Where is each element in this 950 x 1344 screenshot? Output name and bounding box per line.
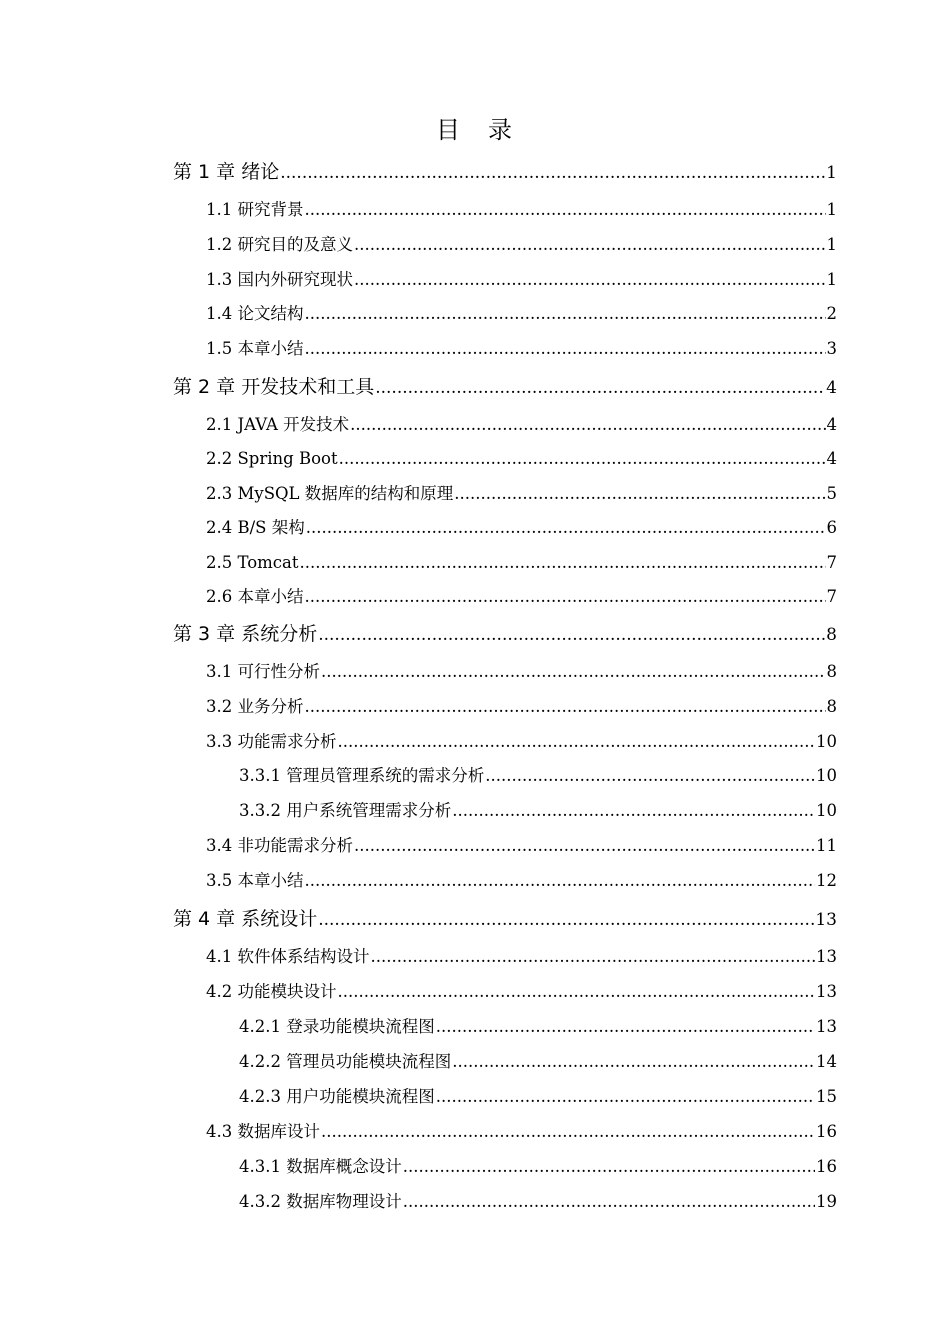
toc-page-number: 4 bbox=[826, 378, 837, 398]
toc-entry-label: 3.5 本章小结 bbox=[206, 871, 304, 890]
toc-chapter-entry[interactable] bbox=[173, 621, 837, 648]
toc-section-entry[interactable] bbox=[239, 1049, 837, 1075]
toc-page-number: 1 bbox=[826, 235, 837, 254]
toc-entry-label: 3.3 功能需求分析 bbox=[206, 732, 337, 751]
toc-section-entry[interactable] bbox=[239, 1189, 837, 1215]
toc-page-number: 13 bbox=[815, 910, 837, 930]
toc-page-number: 5 bbox=[826, 484, 837, 503]
toc-entry-label: 2.4 B/S 架构 bbox=[206, 518, 305, 537]
toc-section-entry[interactable] bbox=[206, 659, 837, 685]
toc-entry-label: 1.2 研究目的及意义 bbox=[206, 235, 353, 254]
toc-leader-dots bbox=[403, 1189, 815, 1215]
toc-entry-label: 3.3.2 用户系统管理需求分析 bbox=[239, 801, 452, 820]
toc-entry-label: 4.3.2 数据库物理设计 bbox=[239, 1192, 402, 1211]
toc-page-number: 13 bbox=[816, 947, 837, 966]
toc-page-number: 2 bbox=[826, 304, 837, 323]
toc-entry-label: 1.5 本章小结 bbox=[206, 339, 304, 358]
toc-section-entry[interactable] bbox=[239, 763, 837, 789]
toc-entry-label: 第 4 章 系统设计 bbox=[173, 908, 318, 930]
toc-leader-dots bbox=[305, 336, 826, 362]
toc-section-entry[interactable] bbox=[206, 868, 837, 894]
toc-leader-dots bbox=[300, 550, 826, 576]
toc-page-number: 8 bbox=[826, 662, 837, 681]
toc-section-entry[interactable] bbox=[206, 694, 837, 720]
toc-leader-dots bbox=[338, 979, 816, 1005]
toc-page-number: 19 bbox=[816, 1192, 837, 1211]
toc-section-entry[interactable] bbox=[239, 1014, 837, 1040]
toc-page-number: 10 bbox=[816, 766, 837, 785]
toc-section-entry[interactable] bbox=[206, 833, 837, 859]
toc-section-entry[interactable] bbox=[206, 944, 837, 970]
toc-leader-dots bbox=[452, 1049, 815, 1075]
toc-leader-dots bbox=[338, 729, 816, 755]
toc-entry-label: 1.4 论文结构 bbox=[206, 304, 304, 323]
toc-entry-label: 2.1 JAVA 开发技术 bbox=[206, 415, 350, 434]
toc-page-number: 1 bbox=[826, 163, 837, 183]
toc-leader-dots bbox=[305, 197, 826, 223]
toc-section-entry[interactable] bbox=[239, 798, 837, 824]
toc-section-entry[interactable] bbox=[206, 729, 837, 755]
toc-entry-label: 4.3 数据库设计 bbox=[206, 1122, 320, 1141]
toc-page-number: 13 bbox=[816, 982, 837, 1001]
toc-page-number: 6 bbox=[826, 518, 837, 537]
toc-page-number: 11 bbox=[816, 836, 837, 855]
toc-section-entry[interactable] bbox=[206, 232, 837, 258]
toc-leader-dots bbox=[280, 160, 825, 186]
toc-section-entry[interactable] bbox=[206, 446, 837, 472]
toc-entry-label: 2.5 Tomcat bbox=[206, 553, 299, 572]
toc-leader-dots bbox=[371, 944, 816, 970]
toc-page-number: 7 bbox=[826, 587, 837, 606]
toc-section-entry[interactable] bbox=[206, 412, 837, 438]
toc-leader-dots bbox=[350, 412, 825, 438]
toc-page-number: 13 bbox=[816, 1017, 837, 1036]
toc-leader-dots bbox=[306, 515, 826, 541]
toc-page-number: 16 bbox=[816, 1157, 837, 1176]
toc-page-number: 10 bbox=[816, 801, 837, 820]
toc-leader-dots bbox=[305, 694, 826, 720]
toc-page-number: 15 bbox=[816, 1087, 837, 1106]
toc-section-entry[interactable] bbox=[206, 336, 837, 362]
toc-chapter-entry[interactable] bbox=[173, 906, 837, 933]
toc-entry-label: 4.2 功能模块设计 bbox=[206, 982, 337, 1001]
toc-section-entry[interactable] bbox=[206, 584, 837, 610]
toc-entry-label: 2.3 MySQL 数据库的结构和原理 bbox=[206, 484, 454, 503]
toc-leader-dots bbox=[318, 622, 825, 648]
toc-leader-dots bbox=[321, 659, 826, 685]
toc-entry-label: 3.2 业务分析 bbox=[206, 697, 304, 716]
toc-page-number: 4 bbox=[826, 449, 837, 468]
toc-leader-dots bbox=[321, 1119, 815, 1145]
toc-section-entry[interactable] bbox=[239, 1084, 837, 1110]
toc-leader-dots bbox=[354, 267, 826, 293]
toc-leader-dots bbox=[452, 798, 815, 824]
toc-leader-dots bbox=[485, 763, 815, 789]
toc-entry-label: 3.4 非功能需求分析 bbox=[206, 836, 353, 855]
toc-entry-label: 1.1 研究背景 bbox=[206, 200, 304, 219]
toc-leader-dots bbox=[318, 907, 814, 933]
toc-section-entry[interactable] bbox=[206, 515, 837, 541]
toc-entry-label: 第 3 章 系统分析 bbox=[173, 623, 318, 645]
toc-leader-dots bbox=[305, 301, 826, 327]
toc-entry-label: 4.3.1 数据库概念设计 bbox=[239, 1157, 402, 1176]
toc-entry-label: 2.6 本章小结 bbox=[206, 587, 304, 606]
toc-page-number: 16 bbox=[816, 1122, 837, 1141]
toc-entry-label: 3.3.1 管理员管理系统的需求分析 bbox=[239, 766, 485, 785]
toc-leader-dots bbox=[403, 1154, 815, 1180]
toc-page-number: 4 bbox=[826, 415, 837, 434]
toc-entry-label: 2.2 Spring Boot bbox=[206, 449, 338, 468]
toc-page-number: 12 bbox=[816, 871, 837, 890]
toc-leader-dots bbox=[454, 481, 825, 507]
toc-section-entry[interactable] bbox=[206, 267, 837, 293]
toc-entry-label: 4.1 软件体系结构设计 bbox=[206, 947, 370, 966]
toc-leader-dots bbox=[354, 833, 815, 859]
toc-leader-dots bbox=[339, 446, 826, 472]
toc-page-number: 1 bbox=[826, 200, 837, 219]
toc-entry-label: 第 2 章 开发技术和工具 bbox=[173, 376, 375, 398]
toc-leader-dots bbox=[305, 584, 826, 610]
toc-leader-dots bbox=[354, 232, 826, 258]
toc-chapter-entry[interactable] bbox=[173, 159, 837, 186]
toc-entry-label: 4.2.3 用户功能模块流程图 bbox=[239, 1087, 435, 1106]
toc-entry-label: 4.2.2 管理员功能模块流程图 bbox=[239, 1052, 452, 1071]
toc-chapter-entry[interactable] bbox=[173, 374, 837, 401]
toc-leader-dots bbox=[375, 375, 825, 401]
toc-leader-dots bbox=[436, 1014, 815, 1040]
toc-section-entry[interactable] bbox=[206, 1119, 837, 1145]
toc-leader-dots bbox=[436, 1084, 815, 1110]
toc-section-entry[interactable] bbox=[206, 301, 837, 327]
toc-section-entry[interactable] bbox=[239, 1154, 837, 1180]
toc-entry-label: 4.2.1 登录功能模块流程图 bbox=[239, 1017, 435, 1036]
toc-section-entry[interactable] bbox=[206, 979, 837, 1005]
toc-page-number: 8 bbox=[826, 697, 837, 716]
toc-page-number: 3 bbox=[826, 339, 837, 358]
toc-entry-label: 3.1 可行性分析 bbox=[206, 662, 320, 681]
toc-page-number: 1 bbox=[826, 270, 837, 289]
toc-section-entry[interactable] bbox=[206, 197, 837, 223]
toc-leader-dots bbox=[305, 868, 816, 894]
toc-section-entry[interactable] bbox=[206, 550, 837, 576]
toc-title: 目 录 bbox=[436, 116, 514, 144]
toc-entry-label: 1.3 国内外研究现状 bbox=[206, 270, 353, 289]
toc-section-entry[interactable] bbox=[206, 481, 837, 507]
toc-entry-label: 第 1 章 绪论 bbox=[173, 161, 280, 183]
toc-page-number: 8 bbox=[826, 625, 837, 645]
toc-page-number: 10 bbox=[816, 732, 837, 751]
toc-page-number: 14 bbox=[816, 1052, 837, 1071]
toc-page-number: 7 bbox=[826, 553, 837, 572]
